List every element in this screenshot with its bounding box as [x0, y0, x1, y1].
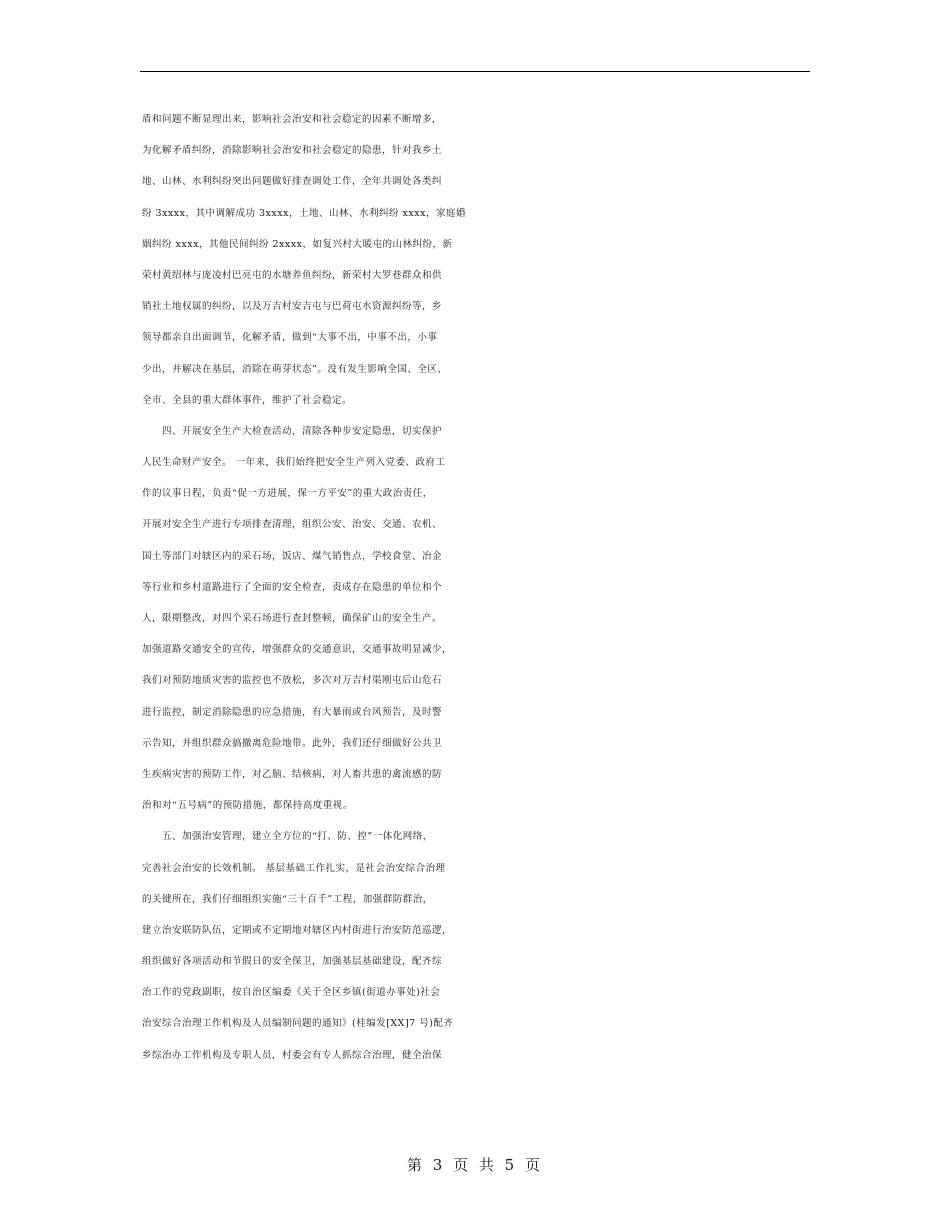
text-line: 治安综合治理工作机构及人员编制问题的通知》(桂编发[XX]7 号)配齐 — [142, 1018, 454, 1030]
header-rule — [140, 71, 810, 72]
text-line: 为化解矛盾纠纷，消除影响社会治安和社会稳定的隐患，针对我乡土 — [142, 145, 443, 157]
text-line: 等行业和乡村道路进行了全面的安全检查，责成存在隐患的单位和个 — [142, 581, 443, 593]
text-line: 我们对预防地质灾害的监控也不放松，多次对万吉村渠刚屯后山危石 — [142, 675, 443, 687]
text-line: 作的议事日程，负责“促一方进展，保一方平安”的重大政治责任， — [142, 488, 433, 500]
text-line: 人，限期整改，对四个采石场进行查封整顿，确保矿山的安全生产。 — [142, 613, 443, 624]
text-line: 组织做好各项活动和节假日的安全保卫，加强基层基础建设，配齐综 — [142, 956, 443, 968]
text-line: 销社土地权属的纠纷，以及万吉村安吉屯与巴荷屯水资源纠纷等，乡 — [142, 301, 443, 313]
text-line: 治工作的党政副职，按自治区编委《关于全区乡镇(街道办事处)社会 — [142, 987, 441, 999]
text-line: 建立治安联防队伍，定期或不定期地对辖区内村街进行治安防范巡逻， — [142, 924, 453, 936]
text-line: 乡综治办工作机构及专职人员，村委会有专人抓综合治理，健全治保 — [142, 1049, 443, 1061]
text-line: 治和对“五号病”的预防措施，都保持高度重视。 — [142, 800, 353, 812]
text-line: 开展对安全生产进行专项排查清理，组织公安、治安、交通、农机、 — [142, 519, 443, 531]
text-line: 生疾病灾害的预防工作，对乙脑、结核病，对人畜共患的禽流感的防 — [142, 768, 443, 780]
text-line: 的关键所在，我们仔细组织实施“三十百千”工程，加强群防群治， — [142, 893, 433, 905]
text-line: 地、山林、水利纠纷突出问题做好排查调处工作，全年共调处各类纠 — [142, 176, 443, 188]
text-line: 少出，并解决在基层，消除在萌芽状态”。没有发生影响全国、全区、 — [142, 363, 448, 375]
text-line: 进行监控，制定消除隐患的应急措施，有大暴雨或台风预告，及时警 — [142, 706, 443, 718]
text-line: 纷 3xxxx，其中调解成功 3xxxx，土地、山林、水利纠纷 xxxx，家庭婚 — [142, 207, 466, 219]
text-line: 示告知，并组织群众搞撤离危险地带。此外，我们还仔细做好公共卫 — [142, 737, 443, 749]
text-line: 人民生命财产安全。 一年来，我们始终把安全生产列入党委、政府工 — [142, 457, 446, 469]
text-line: 全市、全县的重大群体事件，维护了社会稳定。 — [142, 394, 353, 406]
text-line: 加强道路交通安全的宣传，增强群众的交通意识，交通事故明显减少， — [142, 644, 453, 656]
text-line: 姻纠纷 xxxx，其他民间纠纷 2xxxx，如复兴村大暖屯的山林纠纷，新 — [142, 238, 453, 250]
text-line: 领导都亲自出面调节，化解矛盾，做到“大事不出，中事不出，小事 — [142, 332, 438, 344]
text-line: 盾和问题不断显理出来，影响社会治安和社会稳定的因素不断增多， — [142, 114, 443, 125]
text-line: 四、开展安全生产大检查活动，清除各种步安定隐患，切实保护 — [142, 425, 443, 437]
page-footer: 第 3 页 共 5 页 — [407, 1156, 543, 1174]
text-line: 国土等部门对辖区内的采石场，饭店、煤气销售点，学校食堂、冶金 — [142, 550, 443, 562]
body-text — [142, 104, 812, 1071]
text-line: 荣村黄绍林与庞凌村巴亮屯的水塘养鱼纠纷，新荣村大罗巷群众和供 — [142, 269, 443, 281]
text-line: 五、加强治安管理，建立全方位的“打、防、控”一体化网络， — [142, 831, 433, 843]
text-line: 完善社会治安的长效机制。 基层基础工作扎实，是社会治安综合治理 — [142, 862, 446, 874]
